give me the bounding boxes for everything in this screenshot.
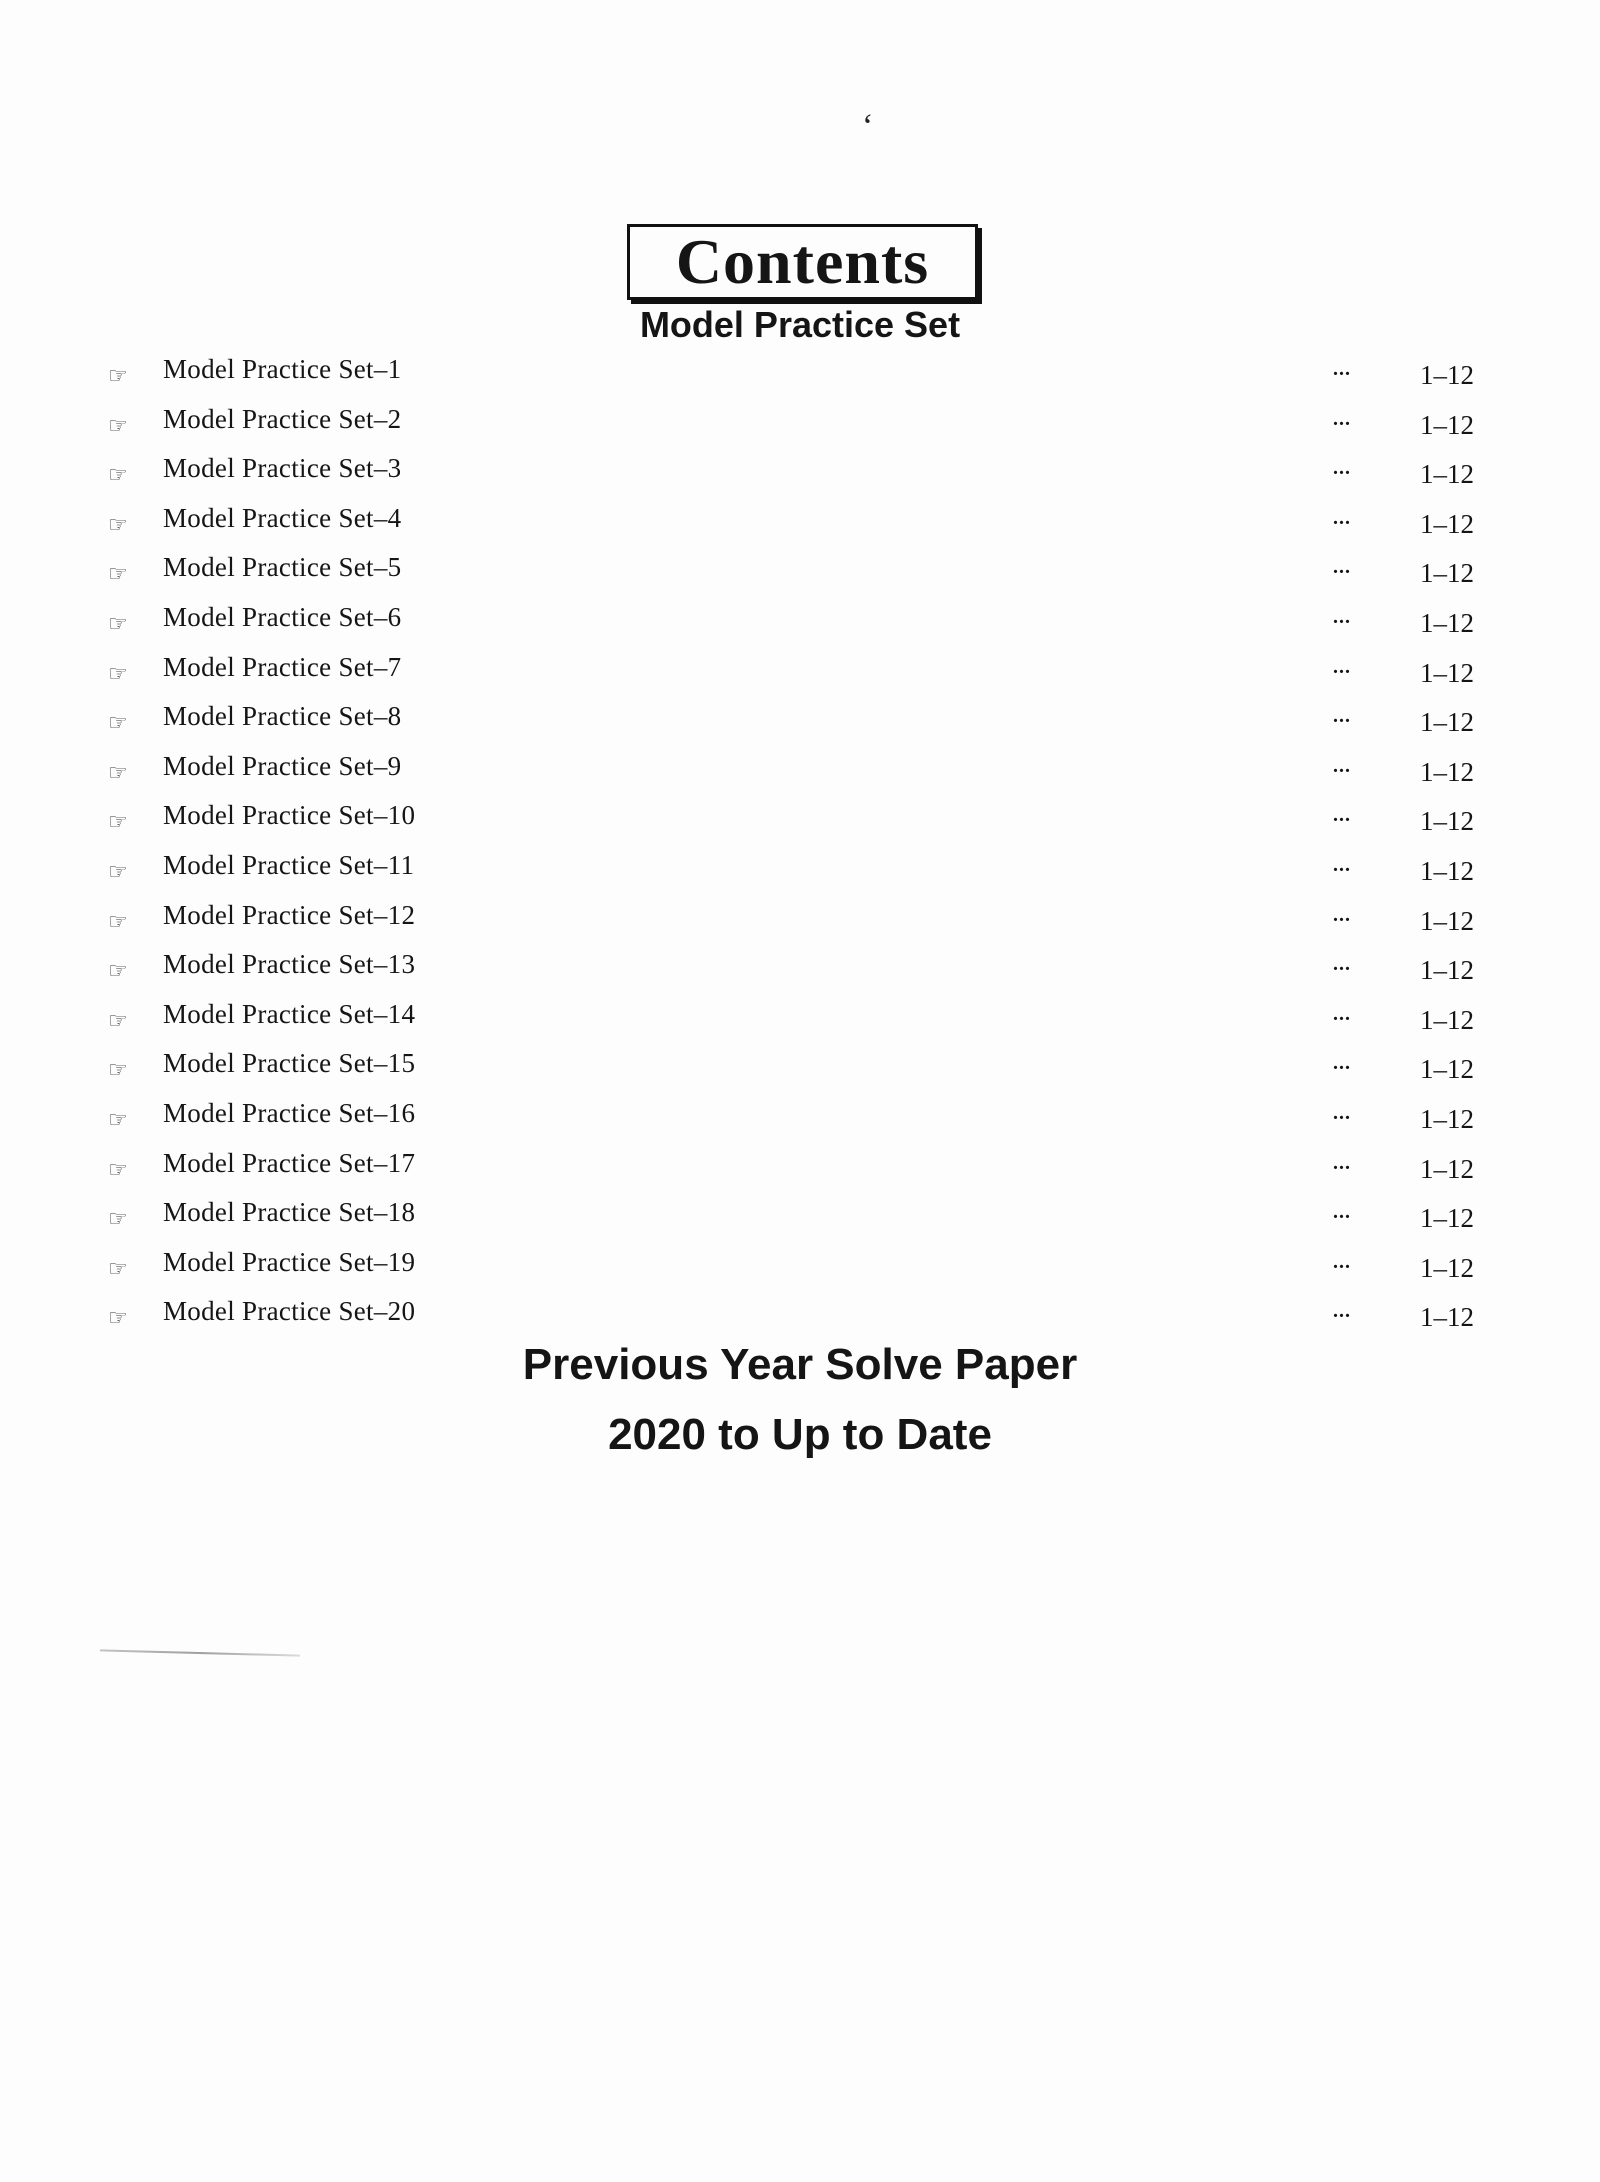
pointing-hand-icon: ☞ — [108, 1157, 128, 1183]
toc-entry-pages: 1–12 — [1420, 657, 1474, 688]
toc-entry-leader: ... — [1333, 953, 1351, 976]
toc-entry-label: Model Practice Set–3 — [163, 453, 402, 484]
toc-entry-pages: 1–12 — [1420, 905, 1474, 936]
section-subtitle: Model Practice Set — [639, 304, 961, 345]
toc-entry — [108, 749, 1498, 799]
pointing-hand-icon: ☞ — [108, 1107, 128, 1133]
pointing-hand-icon: ☞ — [108, 1256, 128, 1282]
toc-entry-pages: 1–12 — [1420, 459, 1474, 490]
toc-entry-pages: 1–12 — [1420, 806, 1474, 837]
pointing-hand-icon: ☞ — [108, 711, 128, 737]
toc-entry-pages: 1–12 — [1420, 1252, 1474, 1283]
toc-entry — [108, 600, 1498, 650]
toc-entry-label: Model Practice Set–17 — [163, 1147, 416, 1178]
toc-entry-pages: 1–12 — [1420, 855, 1474, 886]
toc-entry — [108, 1046, 1498, 1096]
section-heading-date-range: 2020 to Up to Date — [608, 1410, 992, 1459]
toc-entry-leader: ... — [1333, 605, 1351, 628]
toc-entry — [108, 798, 1498, 848]
page-title: Contents — [675, 226, 930, 297]
toc-entry-leader: ... — [1333, 1300, 1351, 1323]
toc-entry-label: Model Practice Set–4 — [163, 502, 402, 533]
toc-entry-label: Model Practice Set–19 — [163, 1246, 416, 1277]
toc-entry-leader: ... — [1333, 407, 1351, 430]
scan-artifact-line — [100, 1649, 300, 1656]
toc-entry — [108, 898, 1498, 948]
pointing-hand-icon: ☞ — [108, 859, 128, 885]
toc-entry-leader: ... — [1333, 655, 1351, 678]
pointing-hand-icon: ☞ — [108, 909, 128, 935]
toc-entry-label: Model Practice Set–1 — [163, 354, 402, 384]
toc-entry-leader: ... — [1333, 556, 1351, 579]
toc-entry-leader: ... — [1333, 903, 1351, 926]
toc-entry-pages: 1–12 — [1420, 1302, 1474, 1333]
toc-entry-label: Model Practice Set–2 — [163, 403, 402, 434]
toc-entry-pages: 1–12 — [1420, 707, 1474, 738]
toc-entry-pages: 1–12 — [1420, 1004, 1474, 1035]
toc-entry-leader: ... — [1333, 1002, 1351, 1025]
toc-entry — [108, 848, 1498, 898]
toc-entry-pages: 1–12 — [1420, 558, 1474, 589]
toc-entry-label: Model Practice Set–18 — [163, 1197, 416, 1228]
pointing-hand-icon: ☞ — [108, 364, 128, 389]
toc-entry — [108, 650, 1498, 700]
toc-entry-pages: 1–12 — [1420, 955, 1474, 986]
toc-entry-leader: ... — [1333, 1250, 1351, 1273]
toc-entry — [108, 451, 1498, 501]
toc-entry-leader: ... — [1333, 705, 1351, 728]
toc-entry-pages: 1–12 — [1420, 1103, 1474, 1134]
toc-entry-pages: 1–12 — [1420, 508, 1474, 539]
toc-entry-leader: ... — [1333, 754, 1351, 777]
toc-entry — [108, 1096, 1498, 1146]
toc-entry — [108, 501, 1498, 551]
pointing-hand-icon: ☞ — [108, 463, 128, 489]
toc-entry-pages: 1–12 — [1420, 409, 1474, 440]
toc-entry-label: Model Practice Set–11 — [163, 849, 415, 880]
pointing-hand-icon: ☞ — [108, 562, 128, 588]
toc-entry — [108, 550, 1498, 600]
toc-entry-pages: 1–12 — [1420, 1054, 1474, 1085]
title-box — [627, 224, 978, 300]
toc-entry — [108, 699, 1498, 749]
toc-entry — [108, 1195, 1498, 1245]
pointing-hand-icon: ☞ — [108, 1207, 128, 1233]
toc-entry-pages: 1–12 — [1420, 1153, 1474, 1184]
toc-entry-label: Model Practice Set–10 — [163, 800, 416, 831]
toc-entry-label: Model Practice Set–16 — [163, 1097, 416, 1128]
toc-entry-pages: 1–12 — [1420, 1203, 1474, 1234]
toc-entry-leader: ... — [1333, 804, 1351, 827]
pointing-hand-icon: ☞ — [108, 1058, 128, 1084]
toc-entry-pages: 1–12 — [1420, 360, 1474, 390]
section-heading-previous-year: Previous Year Solve Paper — [522, 1340, 1078, 1389]
toc-entry — [108, 1294, 1498, 1344]
toc-entry-label: Model Practice Set–8 — [163, 701, 402, 732]
toc-entry — [108, 1146, 1498, 1196]
toc-entry-pages: 1–12 — [1420, 607, 1474, 638]
toc-entry-leader: ... — [1333, 1201, 1351, 1224]
toc-entry-label: Model Practice Set–9 — [163, 750, 402, 781]
toc-entry — [108, 997, 1498, 1047]
toc-entry-label: Model Practice Set–6 — [163, 601, 402, 632]
stray-mark: ʻ — [862, 108, 874, 145]
toc-entry-label: Model Practice Set–14 — [163, 998, 416, 1029]
pointing-hand-icon: ☞ — [108, 1008, 128, 1034]
pointing-hand-icon: ☞ — [108, 413, 128, 439]
toc-entry-leader: ... — [1333, 506, 1351, 529]
toc-entry-label: Model Practice Set–12 — [163, 899, 416, 930]
pointing-hand-icon: ☞ — [108, 810, 128, 836]
toc-entry-pages: 1–12 — [1420, 756, 1474, 787]
toc-entry-label: Model Practice Set–7 — [163, 651, 402, 682]
toc-entry — [108, 352, 1498, 402]
toc-entry-leader: ... — [1333, 457, 1351, 480]
pointing-hand-icon: ☞ — [108, 661, 128, 687]
pointing-hand-icon: ☞ — [108, 611, 128, 637]
toc-entry-label: Model Practice Set–15 — [163, 1048, 416, 1079]
toc-entry-leader: ... — [1333, 1101, 1351, 1124]
pointing-hand-icon: ☞ — [108, 512, 128, 538]
toc-entry-label: Model Practice Set–5 — [163, 552, 402, 583]
pointing-hand-icon: ☞ — [108, 760, 128, 786]
pointing-hand-icon: ☞ — [108, 1306, 128, 1332]
toc-entry-label: Model Practice Set–13 — [163, 949, 416, 980]
toc-entry — [108, 402, 1498, 452]
toc-entry-leader: ... — [1333, 358, 1351, 380]
toc-entry-leader: ... — [1333, 1052, 1351, 1075]
pointing-hand-icon: ☞ — [108, 959, 128, 985]
toc-entry-leader: ... — [1333, 1151, 1351, 1174]
toc-entry-label: Model Practice Set–20 — [163, 1296, 416, 1327]
toc-list — [108, 352, 1498, 1344]
toc-entry-leader: ... — [1333, 853, 1351, 876]
toc-entry — [108, 1245, 1498, 1295]
toc-entry — [108, 947, 1498, 997]
